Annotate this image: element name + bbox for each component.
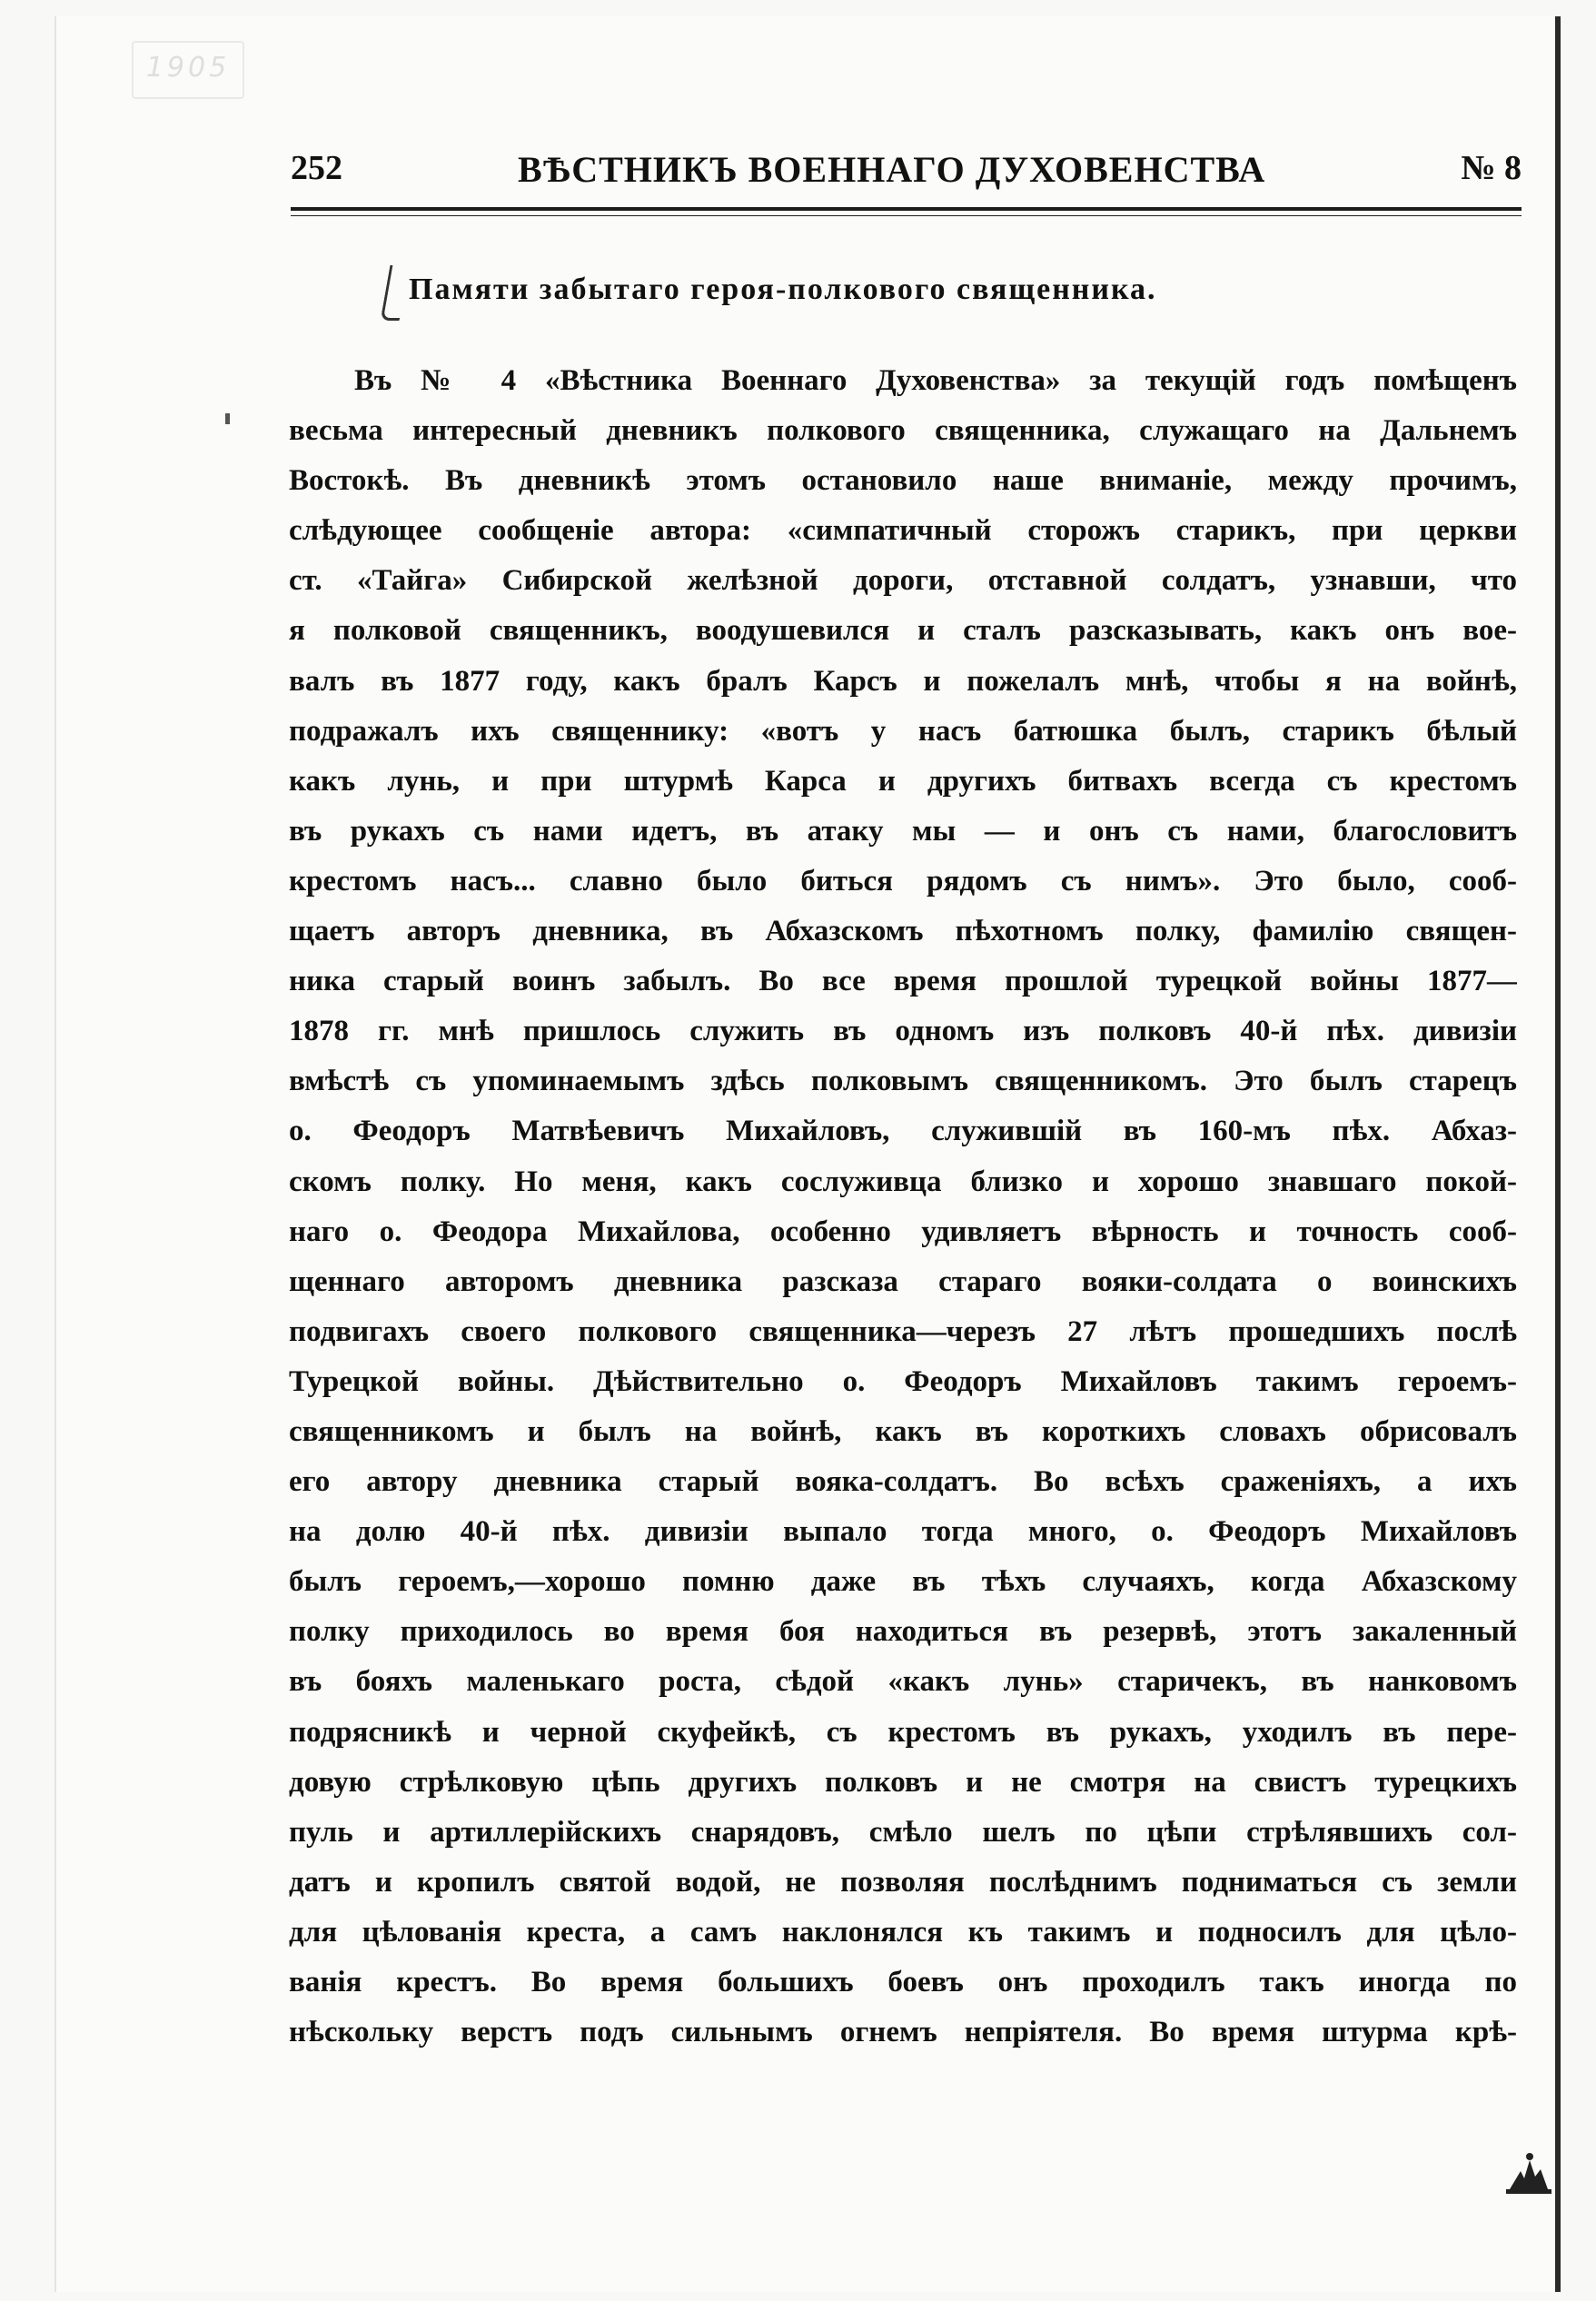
article-body: [289, 356, 1517, 2058]
body-line: наго о. Феодора Михайлова, особенно удивляетъ вѣрность и точность сооб-: [289, 1215, 1517, 1248]
body-line: его автору дневника старый вояка-солдатъ. Во всѣхъ сраженіяхъ, а ихъ: [289, 1465, 1517, 1499]
body-line: ванія крестъ. Во время большихъ боевъ онъ проходилъ такъ иногда по: [289, 1966, 1517, 1998]
body-line: полку приходилось во время боя находиться въ резервѣ, этотъ закаленный: [289, 1615, 1517, 1649]
body-line: датъ и кропилъ святой водой, не позволяя послѣднимъ подниматься съ земли: [289, 1865, 1517, 1899]
margin-mark: [225, 413, 230, 424]
running-head: [291, 141, 1522, 195]
body-line: скомъ полку. Но меня, какъ сослуживца близко и хорошо знавшаго покой-: [289, 1165, 1517, 1198]
body-line: я полковой священникъ, воодушевился и сталъ разсказывать, какъ онъ вое-: [289, 614, 1517, 648]
body-line: Въ № 4 «Вѣстника Военнаго Духовенства» за текущій годъ помѣщенъ: [354, 364, 1517, 397]
body-line: слѣдующее сообщеніе автора: «симпатичный сторожъ старикъ, при церкви: [289, 514, 1517, 548]
body-line: подрясникѣ и черной скуфейкѣ, съ крестомъ въ рукахъ, уходилъ въ пере-: [289, 1715, 1517, 1749]
body-line: какъ лунь, и при штурмѣ Карса и другихъ битвахъ всегда съ крестомъ: [289, 764, 1517, 798]
page-number: 252: [291, 149, 342, 187]
body-line: Востокѣ. Въ дневникѣ этомъ остановило наше вниманіе, между прочимъ,: [289, 464, 1517, 498]
body-line: валъ въ 1877 году, какъ бралъ Карсъ и пожелалъ мнѣ, чтобы я на войнѣ,: [289, 664, 1517, 698]
body-line: священникомъ и былъ на войнѣ, какъ въ короткихъ словахъ обрисовалъ: [289, 1414, 1517, 1448]
body-line: нѣскольку верстъ подъ сильнымъ огнемъ непріятеля. Во время штурма крѣ-: [289, 2016, 1517, 2049]
body-line: пуль и артиллерійскихъ снарядовъ, смѣло шелъ по цѣпи стрѣлявшихъ сол-: [289, 1815, 1517, 1849]
body-line: вмѣстѣ съ упоминаемымъ здѣсь полковымъ священникомъ. Это былъ старецъ: [289, 1065, 1517, 1098]
body-line: Турецкой войны. Дѣйствительно о. Феодоръ Михайловъ такимъ героемъ-: [289, 1364, 1517, 1398]
article-title: Памяти забытаго героя-полкового священника.: [409, 273, 1157, 306]
body-line: 1878 гг. мнѣ пришлось служить въ одномъ изъ полковъ 40-й пѣх. дивизіи: [289, 1015, 1517, 1048]
body-line: былъ героемъ,—хорошо помню даже въ тѣхъ случаяхъ, когда Абхазскому: [289, 1565, 1517, 1599]
body-line: подражалъ ихъ священнику: «вотъ у насъ батюшка былъ, старикъ бѣлый: [289, 714, 1517, 748]
body-line: щаетъ авторъ дневника, въ Абхазскомъ пѣхотномъ полку, фамилію священ-: [289, 915, 1517, 948]
header-rule-thick: [291, 207, 1522, 211]
library-stamp: 1905: [132, 41, 244, 99]
journal-title: ВѢСТНИКЪ ВОЕННАГО ДУХОВЕНСТВА: [518, 149, 1266, 190]
body-line: ст. «Тайга» Сибирской желѣзной дороги, отставной солдатъ, узнавши, что: [289, 564, 1517, 598]
body-line: для цѣлованія креста, а самъ наклонялся къ такимъ и подносилъ для цѣло-: [289, 1915, 1517, 1949]
body-line: подвигахъ своего полкового священника—черезъ 27 лѣтъ прошедшихъ послѣ: [289, 1314, 1517, 1348]
printer-ornament-icon: [1501, 2144, 1555, 2198]
body-line: въ бояхъ маленькаго роста, сѣдой «какъ лунь» старичекъ, въ нанковомъ: [289, 1665, 1517, 1699]
body-line: щеннаго авторомъ дневника разсказа стараго вояки-солдата о воинскихъ: [289, 1265, 1517, 1298]
body-line: о. Феодоръ Матвѣевичъ Михайловъ, служившій въ 160-мъ пѣх. Абхаз-: [289, 1115, 1517, 1148]
header-rule-thin: [291, 215, 1522, 216]
body-line: крестомъ насъ... славно было биться рядомъ съ нимъ». Это было, сооб-: [289, 864, 1517, 898]
body-line: довую стрѣлковую цѣпь другихъ полковъ и не смотря на свистъ турецкихъ: [289, 1765, 1517, 1799]
body-line: на долю 40-й пѣх. дивизіи выпало тогда много, о. Феодоръ Михайловъ: [289, 1515, 1517, 1549]
body-line: весьма интересный дневникъ полкового священника, служащаго на Дальнемъ: [289, 414, 1517, 448]
body-line: въ рукахъ съ нами идетъ, въ атаку мы — и онъ съ нами, благословитъ: [289, 814, 1517, 848]
body-line: ника старый воинъ забылъ. Во все время прошлой турецкой войны 1877—: [289, 965, 1517, 998]
issue-number: № 8: [1461, 149, 1522, 187]
